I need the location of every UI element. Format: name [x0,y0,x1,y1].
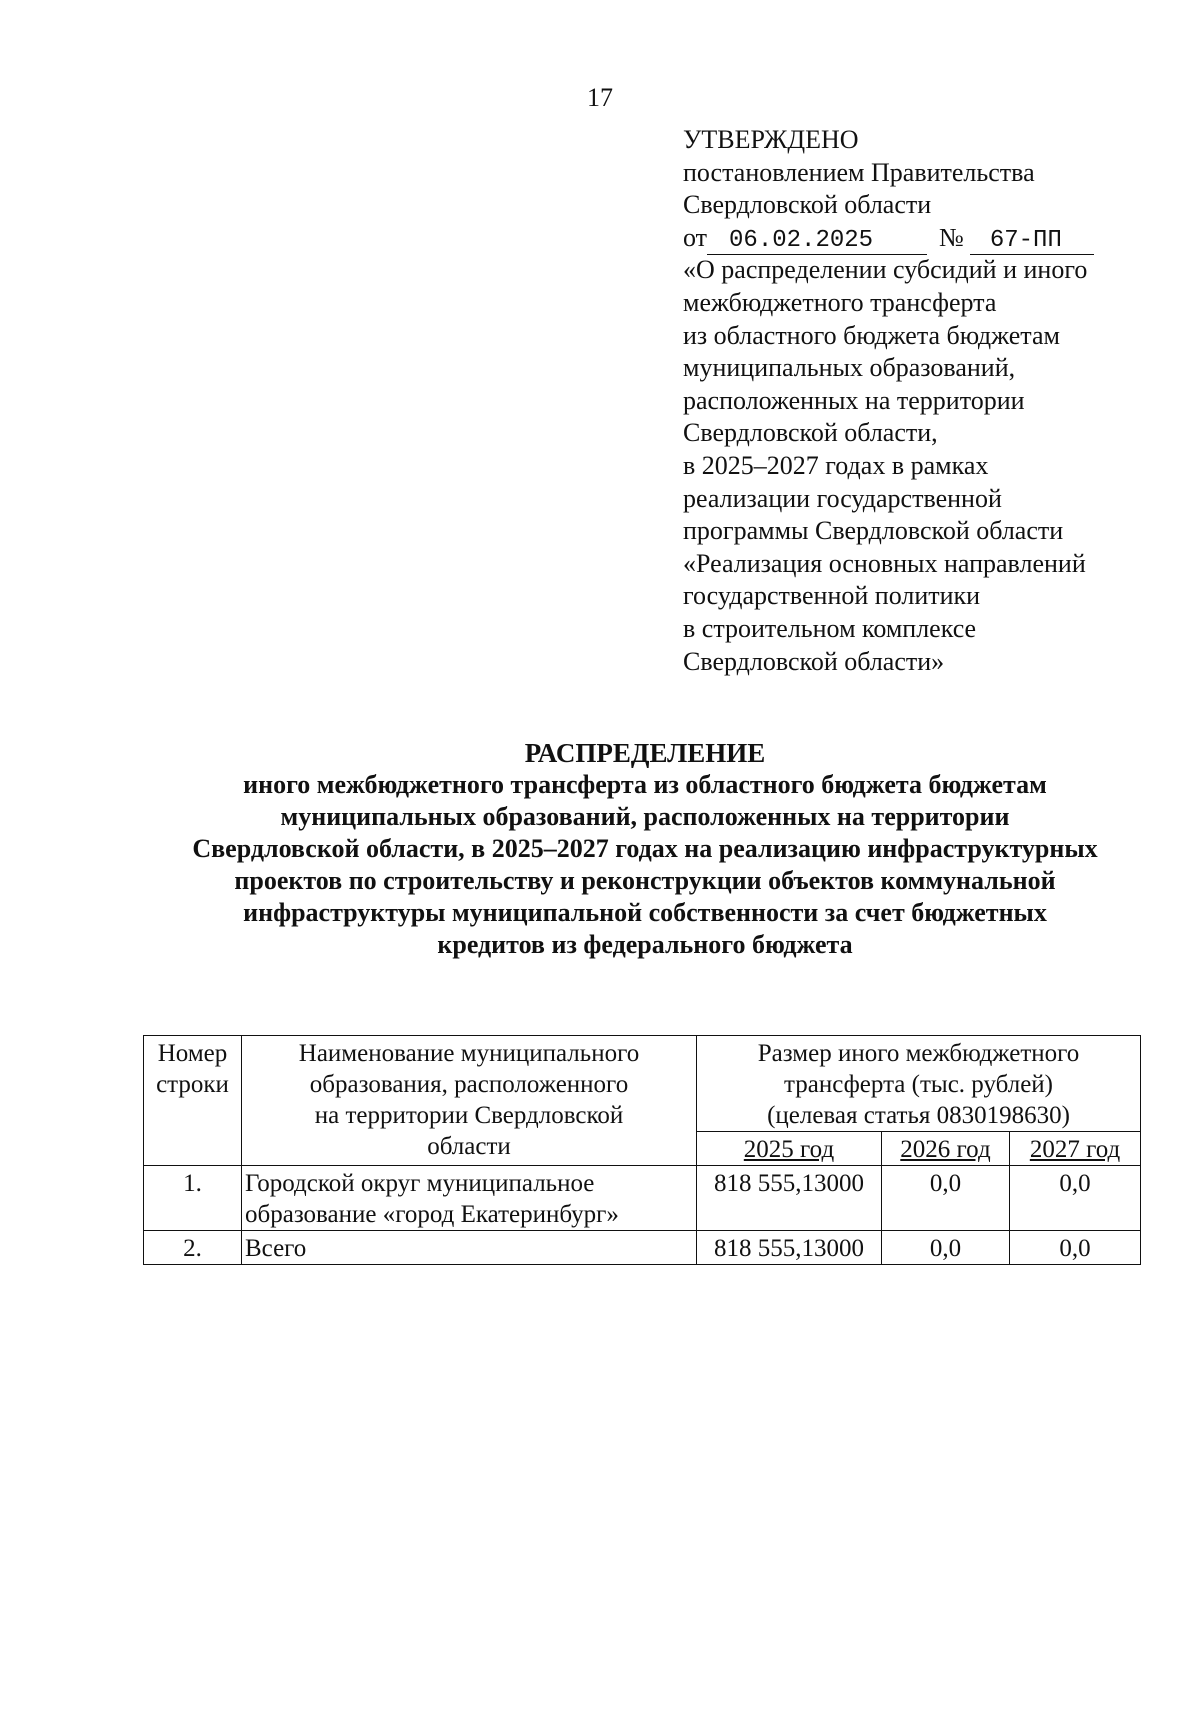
page-number: 17 [587,83,613,112]
row-amount-2025: 818 555,13000 [697,1231,882,1265]
header-municipality: Наименование муниципального образования, расположенного на территории Свердловской области [242,1036,697,1166]
document-heading [100,737,1190,961]
row-number: 1. [144,1166,242,1231]
approval-line: муниципальных образований, [683,353,1016,383]
approval-line: «О распределении субсидий и иного [683,255,1088,285]
heading-title: РАСПРЕДЕЛЕНИЕ [524,738,766,768]
row-number: 2. [144,1231,242,1265]
approval-line: Свердловской области, [683,418,938,448]
approval-line: «Реализация основных направлений [683,548,1086,578]
header-row-number: Номер строки [144,1036,242,1166]
table-row [144,1231,1141,1265]
row-amount-2027: 0,0 [1010,1166,1141,1231]
row-amount-2026: 0,0 [882,1166,1010,1231]
heading-line: иного межбюджетного трансферта из областного бюджета бюджетам [243,770,1047,799]
date-number-line [683,222,1153,255]
approval-block [683,124,1153,678]
approval-line: Свердловской области [683,190,932,220]
approval-line: реализации государственной [683,483,1002,513]
heading-line: муниципальных образований, расположенных на территории [280,802,1010,831]
table-row [144,1166,1141,1231]
row-amount-2026: 0,0 [882,1231,1010,1265]
header-amount: Размер иного межбюджетного трансферта (тыс. рублей) (целевая статья 0830198630) [697,1036,1141,1132]
row-municipality: Всего [242,1231,697,1265]
heading-line: инфраструктуры муниципальной собственности за счет бюджетных [243,898,1047,927]
approval-line: в 2025–2027 годах в рамках [683,450,989,480]
row-amount-2025: 818 555,13000 [697,1166,882,1231]
approval-line: постановлением Правительства [683,157,1035,187]
approval-line: из областного бюджета бюджетам [683,320,1060,350]
approval-line: межбюджетного трансферта [683,287,997,317]
approval-line: в строительном комплексе [683,613,977,643]
heading-line: проектов по строительству и реконструкции объектов коммунальной [234,866,1056,895]
document-number: 67-ПП [970,228,1094,255]
table-header-row [144,1036,1141,1132]
heading-line: Свердловской области, в 2025–2027 годах на реализацию инфраструктурных [192,834,1098,863]
date-prefix: от [683,222,708,252]
approval-line: государственной политики [683,581,981,611]
approval-line: Свердловской области» [683,646,945,676]
document-date: 06.02.2025 [707,228,927,255]
heading-line: кредитов из федерального бюджета [437,930,853,959]
row-municipality: Городской округ муниципальное образование «город Екатеринбург» [242,1166,697,1231]
row-amount-2027: 0,0 [1010,1231,1141,1265]
number-prefix: № [939,222,964,252]
header-year-2025: 2025 год [697,1132,882,1166]
header-year-2026: 2026 год [882,1132,1010,1166]
approval-line: программы Свердловской области [683,516,1064,546]
approval-stamp: УТВЕРЖДЕНО [683,125,859,154]
distribution-table [143,1035,1141,1265]
approval-line: расположенных на территории [683,385,1025,415]
header-year-2027: 2027 год [1010,1132,1141,1166]
